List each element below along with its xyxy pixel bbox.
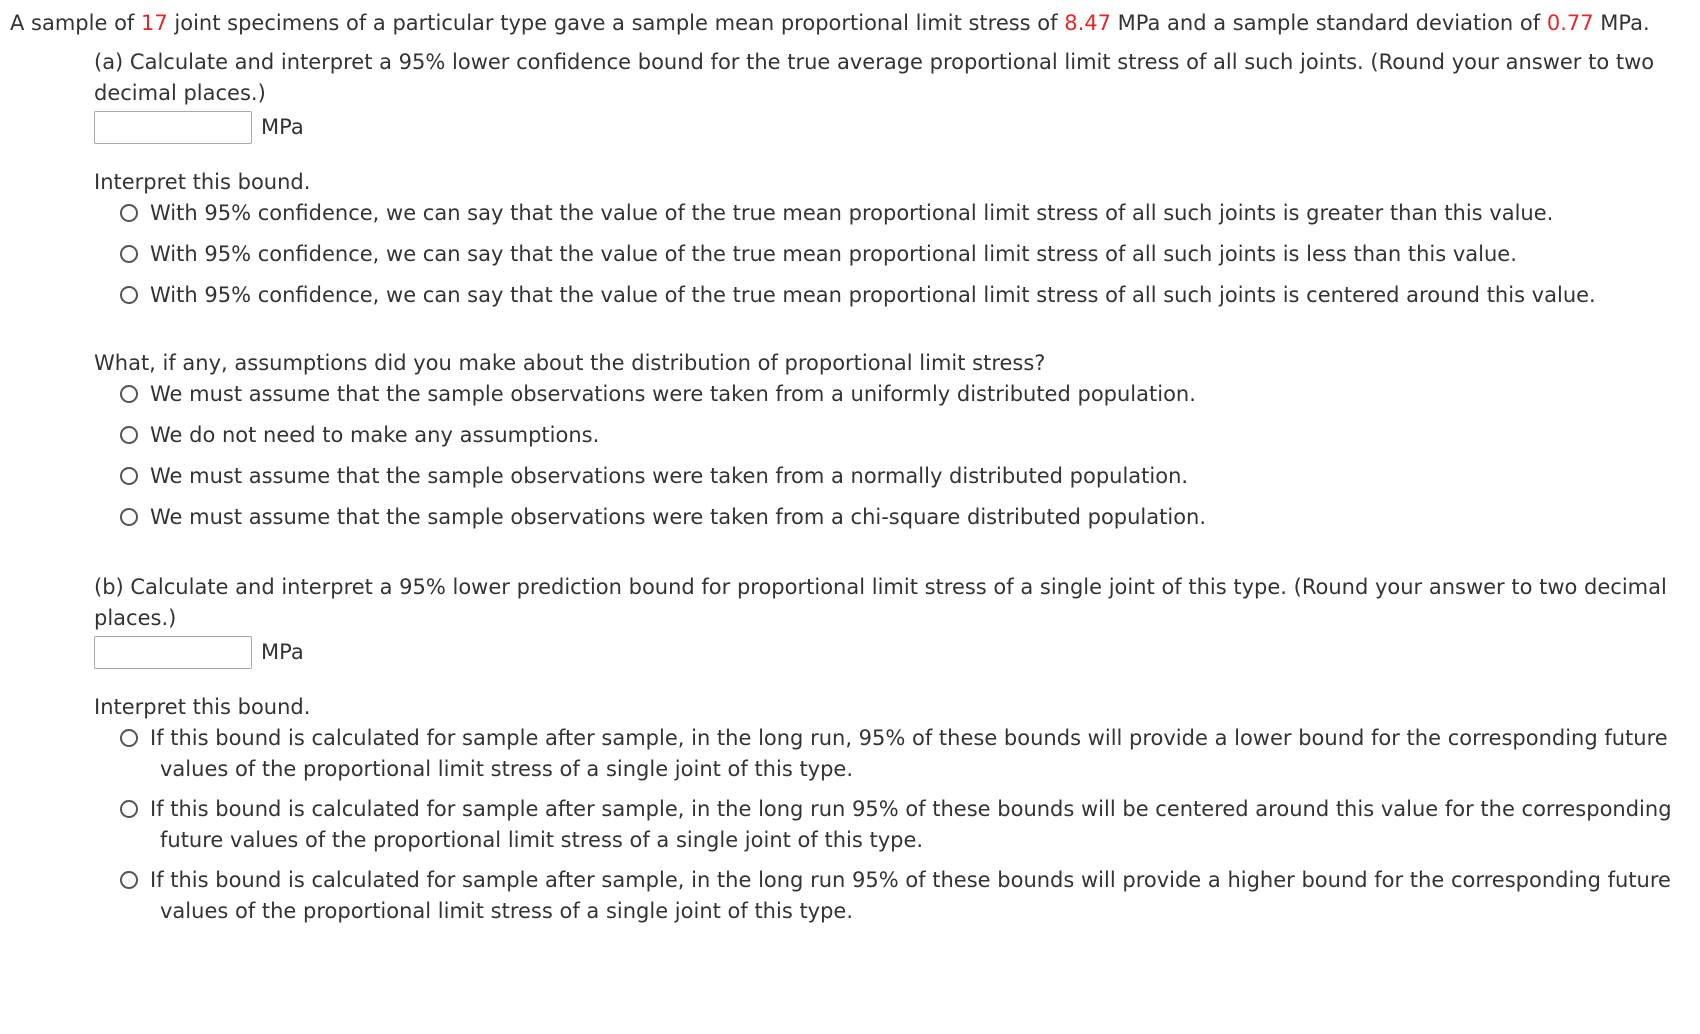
- option-label: With 95% confidence, we can say that the value of the true mean proportional limit stress of all such joints is less than this value.: [150, 242, 1517, 266]
- option-line-2: values of the proportional limit stress of a single joint of this type.: [160, 899, 854, 923]
- part-a-interpret-option[interactable]: [120, 198, 1674, 229]
- part-b-unit: MPa: [261, 640, 304, 664]
- sample-mean-value: 8.47: [1064, 11, 1111, 35]
- radio-button[interactable]: [120, 508, 138, 526]
- part-a-interpret-option[interactable]: [120, 239, 1674, 270]
- option-line-2: values of the proportional limit stress of a single joint of this type.: [160, 757, 854, 781]
- radio-button[interactable]: [120, 286, 138, 304]
- option-label: With 95% confidence, we can say that the value of the true mean proportional limit stress of all such joints is centered around this value.: [150, 283, 1596, 307]
- problem-statement: [10, 8, 1690, 39]
- option-label: We must assume that the sample observations were taken from a uniformly distributed population.: [150, 382, 1196, 406]
- part-b-section: [94, 572, 1674, 669]
- option-label: We must assume that the sample observations were taken from a chi-square distributed population.: [150, 505, 1207, 529]
- part-b-answer-input[interactable]: [94, 636, 252, 669]
- radio-button[interactable]: [120, 467, 138, 485]
- part-b-interpret-option[interactable]: [120, 794, 1674, 856]
- part-a-answer-input[interactable]: [94, 111, 252, 144]
- part-a-interpret-label: Interpret this bound.: [94, 170, 311, 194]
- radio-button[interactable]: [120, 871, 138, 889]
- part-a-prompt: (a) Calculate and interpret a 95% lower confidence bound for the true average proportional limit stress of all such joints. (Round your answer to two decimal places.): [94, 50, 1655, 105]
- part-b-interpret-option[interactable]: [120, 865, 1674, 927]
- radio-button[interactable]: [120, 385, 138, 403]
- part-a-interpret-option[interactable]: [120, 280, 1674, 311]
- part-b-prompt: (b) Calculate and interpret a 95% lower prediction bound for proportional limit stress of a single joint of this type. (Round your answer to two decimal places.): [94, 575, 1667, 630]
- part-a-section: [94, 47, 1674, 144]
- option-line-1: If this bound is calculated for sample after sample, in the long run 95% of these bounds will be centered around this value for the corresponding: [150, 797, 1672, 821]
- option-label: [150, 794, 1674, 856]
- radio-button[interactable]: [120, 204, 138, 222]
- option-line-2: future values of the proportional limit stress of a single joint of this type.: [160, 828, 924, 852]
- sample-sd-value: 0.77: [1546, 11, 1594, 35]
- part-b-interpret-option[interactable]: [120, 723, 1674, 785]
- part-a-assumption-section: [94, 348, 1674, 533]
- intro-text-1: A sample of: [10, 11, 141, 35]
- assumption-option[interactable]: [120, 420, 1674, 451]
- part-a-interpret-section: [94, 167, 1674, 311]
- assumption-option[interactable]: [120, 502, 1674, 533]
- option-label: [150, 865, 1674, 927]
- option-label: With 95% confidence, we can say that the value of the true mean proportional limit stress of all such joints is greater than this value.: [150, 201, 1554, 225]
- assumption-option[interactable]: [120, 379, 1674, 410]
- intro-text-4: MPa.: [1593, 11, 1650, 35]
- intro-text-3: MPa and a sample standard deviation of: [1110, 11, 1547, 35]
- assumption-option[interactable]: [120, 461, 1674, 492]
- intro-text-2: joint specimens of a particular type gave a sample mean proportional limit stress of: [167, 11, 1065, 35]
- part-a-answer-row: [94, 111, 1674, 144]
- option-label: [150, 723, 1674, 785]
- part-b-interpret-label: Interpret this bound.: [94, 695, 311, 719]
- option-line-1: If this bound is calculated for sample after sample, in the long run, 95% of these bounds will provide a lower bound for the corresponding future: [150, 726, 1668, 750]
- part-a-unit: MPa: [261, 115, 304, 139]
- option-line-1: If this bound is calculated for sample after sample, in the long run 95% of these bounds will provide a higher bound for the corresponding future: [150, 868, 1671, 892]
- option-label: We do not need to make any assumptions.: [150, 423, 600, 447]
- radio-button[interactable]: [120, 729, 138, 747]
- radio-button[interactable]: [120, 800, 138, 818]
- sample-size-value: 17: [140, 11, 168, 35]
- part-b-interpret-section: [94, 692, 1674, 927]
- radio-button[interactable]: [120, 426, 138, 444]
- option-label: We must assume that the sample observations were taken from a normally distributed population.: [150, 464, 1189, 488]
- part-b-answer-row: [94, 636, 1674, 669]
- radio-button[interactable]: [120, 245, 138, 263]
- part-a-assumption-label: What, if any, assumptions did you make about the distribution of proportional limit stress?: [94, 351, 1046, 375]
